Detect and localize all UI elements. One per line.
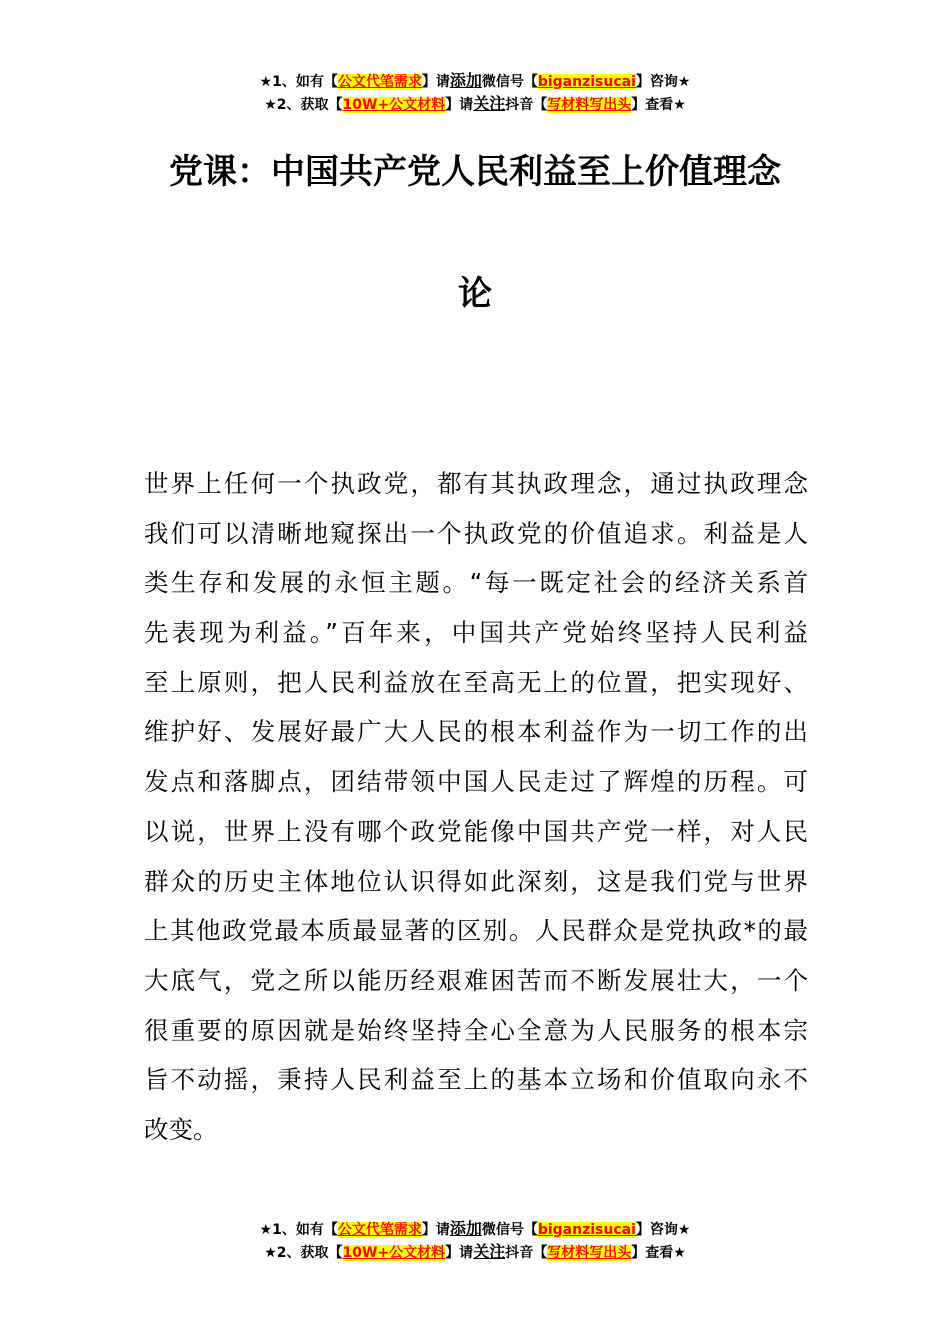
banner-text: 】咨询★ [635,1222,691,1238]
document-title-continued: 论 [458,274,492,314]
banner-text: 】请 [421,1222,450,1238]
paragraph-line: 世界上任何一个执政党，都有其执政理念，通过执政理念 [144,469,808,498]
paragraph-line: 先表现为利益。”百年来，中国共产党始终坚持人民利益 [144,618,808,648]
banner-line-2 [0,1241,950,1264]
banner-text: ★2、获取【 [264,97,343,113]
banner-highlight: 写材料写出头 [547,97,632,113]
document-title: 党课：中国共产党人民利益至上价值理念 [169,152,781,192]
paragraph-line: 很重要的原因就是始终坚持全心全意为人民服务的根本宗 [144,1015,808,1045]
banner-highlight: 公文代笔需求 [337,74,422,90]
footer-banner [0,1218,950,1264]
banner-text: 】请 [445,1245,474,1261]
paragraph-line: 维护好、发展好最广大人民的根本利益作为一切工作的出 [144,717,808,747]
banner-line-1 [0,1218,950,1241]
banner-highlight: 公文代笔需求 [337,1222,422,1238]
banner-highlight: biganzisucai [537,1222,636,1238]
banner-emphasis: 添加 [449,71,482,90]
banner-emphasis: 添加 [449,1219,482,1238]
banner-highlight: 10W+公文材料 [342,97,446,113]
banner-line-1 [0,70,950,93]
banner-text: ★2、获取【 [264,1245,343,1261]
banner-highlight: 写材料写出头 [547,1245,632,1261]
banner-line-2 [0,93,950,116]
banner-text: ★1、如有【 [259,1222,338,1238]
banner-text: 】请 [421,74,450,90]
banner-text: 】查看★ [631,97,686,113]
banner-text: 抖音【 [505,97,548,113]
banner-text: 】咨询★ [635,74,691,90]
paragraph-line: 大底气，党之所以能历经艰难困苦而不断发展壮大，一个 [144,965,808,995]
banner-text: 】请 [445,97,474,113]
banner-highlight: biganzisucai [537,74,636,90]
paragraph-line: 群众的历史主体地位认识得如此深刻，这是我们党与世界 [144,866,808,896]
banner-text: 微信号【 [481,1222,538,1238]
paragraph-line: 发点和落脚点，团结带领中国人民走过了辉煌的历程。可 [144,767,808,797]
banner-text: ★1、如有【 [259,74,338,90]
banner-highlight: 10W+公文材料 [342,1245,446,1261]
banner-text: 抖音【 [505,1245,548,1261]
paragraph-line: 类生存和发展的永恒主题。“每一既定社会的经济关系首 [144,568,808,598]
paragraph-line: 以说，世界上没有哪个政党能像中国共产党一样，对人民 [144,816,808,846]
banner-text: 微信号【 [481,74,538,90]
body-paragraph [144,459,808,1155]
paragraph-line: 改变。 [144,1114,218,1144]
banner-text: 】查看★ [631,1245,686,1261]
paragraph-line: 我们可以清晰地窥探出一个执政党的价值追求。利益是人 [144,518,808,548]
banner-emphasis: 关注 [473,1242,506,1261]
paragraph-line: 至上原则，把人民利益放在至高无上的位置，把实现好、 [144,667,808,697]
header-banner [0,70,950,116]
paragraph-line: 旨不动摇，秉持人民利益至上的基本立场和价值取向永不 [144,1065,808,1095]
paragraph-line: 上其他政党最本质最显著的区别。人民群众是党执政*的最 [144,916,808,946]
banner-emphasis: 关注 [473,94,506,113]
